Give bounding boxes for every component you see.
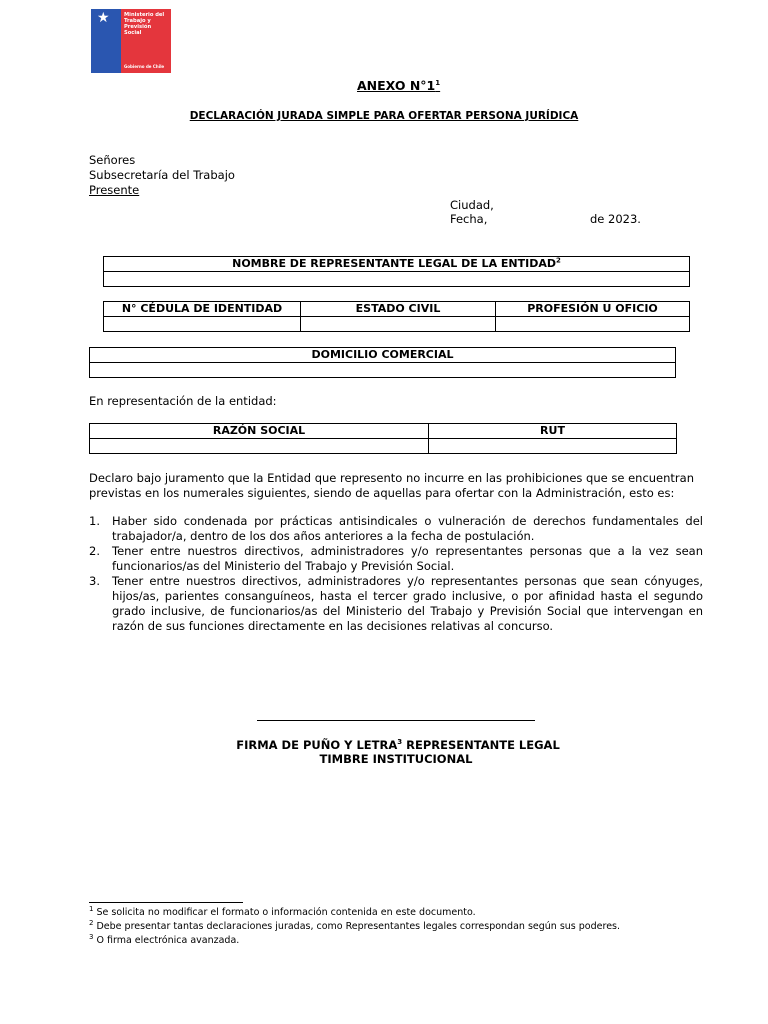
list-item-number: 3. — [89, 574, 100, 588]
representative-header: NOMBRE DE REPRESENTANTE LEGAL DE LA ENTIDAD$^2$ — [104, 257, 690, 272]
date-label: Fecha, — [450, 212, 488, 226]
rut-field[interactable] — [429, 439, 677, 454]
logo-government-text: Gobierno de Chile — [124, 64, 165, 69]
list-item-number: 2. — [89, 544, 100, 558]
list-item — [89, 574, 703, 634]
address-line-3: Presente — [89, 183, 140, 197]
business-name-field[interactable] — [90, 439, 429, 454]
list-item-text: Haber sido condenada por prácticas antisindicales o vulneración de derechos fundamentales del trabajador/a, dentro de los dos años anteriores a la fecha de postulación. — [112, 514, 703, 543]
page-title: ANEXO $N^\circ 1^1$ — [357, 78, 441, 93]
year-text: de 2023. — [590, 212, 641, 226]
rut-header: RUT — [429, 424, 677, 439]
entity-table — [89, 423, 677, 454]
government-logo — [91, 9, 171, 73]
institutional-stamp-caption: TIMBRE INSTITUCIONAL — [319, 752, 473, 766]
domicile-table — [89, 347, 676, 378]
footnote-1: $^1$ Se solicita no modificar el formato o información contenida en este documento. — [89, 904, 476, 918]
profession-header: PROFESIÓN U OFICIO — [496, 302, 690, 317]
address-line-1: Señores — [89, 153, 136, 167]
declaration-line-2: previstas en los numerales siguientes, siendo de aquellas para ofertar con la Administración, esto es: — [89, 486, 675, 500]
civil-status-field[interactable] — [301, 317, 496, 332]
id-number-field[interactable] — [104, 317, 301, 332]
footnote-ref-2: 2 — [556, 256, 561, 265]
footnote-ref-1: 1 — [435, 78, 441, 87]
representative-value-field[interactable] — [104, 272, 690, 287]
list-item-text: Tener entre nuestros directivos, administradores y/o representantes personas que a la vez sean funcionarios/as del Ministerio del Trabajo y Previsión Social. — [112, 544, 703, 573]
civil-status-header: ESTADO CIVIL — [301, 302, 496, 317]
footnote-ref-3: 3 — [397, 738, 403, 747]
declaration-line-1: Declaro bajo juramento que la Entidad que represento no incurre en las prohibiciones que se encuentran — [89, 471, 694, 485]
page-subtitle: DECLARACIÓN JURADA SIMPLE PARA OFERTAR PERSONA JURÍDICA — [189, 110, 579, 122]
business-name-header: RAZÓN SOCIAL — [90, 424, 429, 439]
list-item-text: Tener entre nuestros directivos, administradores y/o representantes personas que sean cónyuges, hijos/as, parientes consanguíneos, hasta el tercer grado inclusive, o por afinidad hasta el segundo grado inclusive, de funcionarios/as del Ministerio del Trabajo y Previsión Social que intervengan en razón de sus funciones directamente en las decisiones relativas al concurso. — [112, 574, 703, 633]
list-item-number: 1. — [89, 514, 100, 528]
domicile-header: DOMICILIO COMERCIAL — [90, 348, 676, 363]
prohibitions-list — [89, 514, 703, 634]
signature-caption: FIRMA DE PUÑO Y LETRA$^3$ REPRESENTANTE LEGAL — [236, 738, 560, 752]
footnote-3: $^3$ O firma electrónica avanzada. — [89, 932, 240, 946]
profession-field[interactable] — [496, 317, 690, 332]
id-number-header: N° CÉDULA DE IDENTIDAD — [104, 302, 301, 317]
footnote-separator — [89, 902, 243, 903]
footnote-2: $^2$ Debe presentar tantas declaraciones juradas, como Representantes legales correspondan según sus poderes. — [89, 918, 621, 932]
representation-text: En representación de la entidad: — [89, 394, 277, 408]
list-item — [89, 544, 703, 574]
domicile-field[interactable] — [90, 363, 676, 378]
representative-table — [103, 256, 690, 287]
address-line-2: Subsecretaría del Trabajo — [89, 168, 235, 182]
star-icon: ★ — [97, 10, 110, 26]
identity-table — [103, 301, 690, 332]
logo-ministry-text: Ministerio del Trabajo y Previsión Social — [124, 12, 165, 36]
city-label: Ciudad, — [450, 198, 494, 212]
signature-line — [257, 720, 535, 721]
list-item — [89, 514, 703, 544]
